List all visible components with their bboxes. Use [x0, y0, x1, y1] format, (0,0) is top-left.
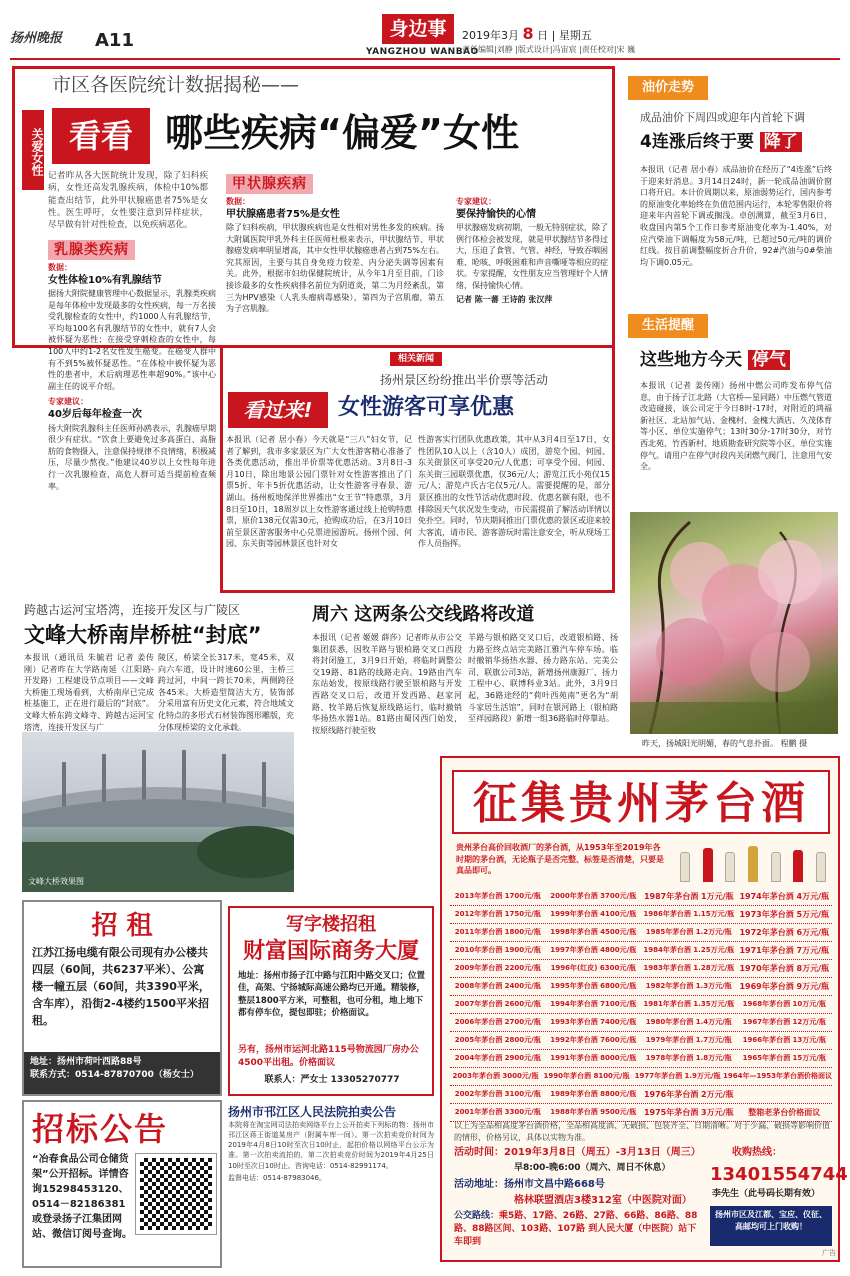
gas-price-kicker: 成品油价下周四或迎年内首轮下调 — [640, 111, 805, 124]
feature-lead: 记者昨从各大医院统计发现，除了妇科疾病，女性还高发乳腺疾病，体检中10%都能查出结节，此外甲状腺癌患者75%是女性。医生呼吁，女性要注意到异样症状，尽早做有针对性检查，以免疾病恶化。 — [48, 171, 208, 231]
price-cell: 2008年茅台酒 2400元/瓶 — [454, 982, 541, 990]
editor-credits: 责任编辑|刘静 |版式设计|冯宙宸 |责任校对|宋 巍 — [462, 45, 636, 54]
price-cell: 1976年茅台酒 2万元/瓶 — [643, 1090, 734, 1099]
spring-photo-caption: 昨天，扬城阳光明媚，春的气息扑面。 程鹏 摄 — [642, 739, 808, 748]
maotai-service: 扬州市区及江都、宝应、仪征、高邮均可上门收购！ — [710, 1206, 832, 1246]
office-contact: 联系人：严女士 13305270777 — [264, 1075, 400, 1085]
price-cell: 2001年茅台酒 3300元/瓶 — [454, 1108, 541, 1116]
breast-disease-head: 乳腺类疾病 — [48, 240, 135, 260]
page-number: A11 — [95, 30, 134, 51]
tourism-red-title: 看过来! — [228, 392, 328, 428]
maotai-hotline-label: 收购热线： — [732, 1147, 782, 1158]
price-cell: 1992年茅台酒 7600元/瓶 — [550, 1036, 637, 1044]
price-cell: 1970年茅台酒 8万元/瓶 — [739, 964, 830, 973]
thyroid-expert-label: 专家建议： — [456, 197, 496, 206]
price-cell: 1980年茅台酒 1.4万元/瓶 — [645, 1018, 732, 1026]
price-row — [450, 1068, 832, 1086]
thyroid-byline: 记者 陈一蕃 王诗韵 张汉萍 — [456, 294, 553, 304]
maotai-note: 以上为全品相高度茅台酒价格，全品相高度酒、无破损、包装齐全、日期清晰。对于少漏、破损等影响价值的情形，价格另议，具体以实物为准。 — [454, 1121, 830, 1142]
auction-title: 扬州市邗江区人民法院拍卖公告 — [228, 1105, 397, 1119]
masthead-english: YANGZHOU WANBAO — [366, 47, 479, 57]
price-cell: 1997年茅台酒 4800元/瓶 — [550, 946, 637, 954]
price-cell: 1968年茅台酒 10万元/瓶 — [742, 1000, 826, 1008]
price-cell: 1983年茅台酒 1.28万元/瓶 — [643, 964, 735, 972]
breast-section — [48, 262, 216, 494]
price-cell: 整箱老茅台价格面议 — [748, 1108, 821, 1117]
qr-code[interactable] — [136, 1154, 216, 1234]
price-row — [450, 1014, 832, 1032]
price-cell: 1990年茅台酒 8100元/瓶 — [543, 1072, 630, 1080]
price-cell: 1991年茅台酒 8000元/瓶 — [550, 1054, 637, 1062]
maotai-bottles — [674, 842, 832, 882]
office-ad — [228, 906, 434, 1096]
price-cell: 1964年—1953年茅台酒价格面议 — [723, 1072, 833, 1080]
price-cell: 1994年茅台酒 7100元/瓶 — [550, 1000, 637, 1008]
price-row — [450, 960, 832, 978]
ad-tag: 广告 — [822, 1248, 836, 1257]
price-cell: 2007年茅台酒 2600元/瓶 — [454, 1000, 541, 1008]
price-cell: 1978年茅台酒 1.8万元/瓶 — [645, 1054, 732, 1062]
gas-price-body: 本报讯（记者 居小春）成品油价在经历了“4连涨”后终于迎来好消息。3月14日24时，新一轮成品油调价窗口将开启。本计价周期以来，原油弱势运行，国内参考的原油变化率始终在负值范围内运行，本轮零售限价将迎来年内首轮下调或搁浅。卓创测算，截至3月6日，收盘国内第5个工作日参考原油变化率为-1.40%，对应汽柴油下调幅度为58元/吨，已超过50元/吨的调价红线。按目前调整幅度折合升价，92#汽油与0#柴油均下调0.05元。 — [640, 165, 832, 267]
thyroid-section — [226, 196, 444, 317]
tourism-col-2: 性游客实行团队优惠政策，其中从3月4日至17日，女性团队10人以上（含10人）成团，游览个园、何园、东关街景区可享受20元/人优惠；可享受个园、何园、东关街三园联票优惠，仅36元/人；游览江氏小苑仅15元/人；游览卢氏古宅仅5元/人。需要提醒的是，部分景区推出的女性节活动优惠时段、优惠名额有限，也不排除因天气状况发生变动，市民需提前了解活动详情以免扑空。同时，节庆期间推出门票优惠的景区或迎来较大客流，请市民、游客游玩时需注意安全，听从现场工作人员指挥。 — [418, 435, 610, 549]
price-cell: 1982年茅台酒 1.3万元/瓶 — [645, 982, 732, 990]
price-row — [450, 1050, 832, 1068]
thyroid-expert-title: 要保持愉快的心情 — [456, 208, 536, 220]
life-reminder-label: 生活提醒 — [628, 314, 708, 338]
price-cell: 2000年茅台酒 3700元/瓶 — [550, 892, 637, 900]
bridge-col-1: 本报讯（通讯员 朱毓君 记者 姜传刚）记者昨在大学路南延（江阳路-开发路）工程建设节点项目——文峰大桥施工现场看到，大桥南岸已完成桩基施工，正在进行最后的“封底”。文峰大桥东跨文峰寺、跨越古运河宝塔湾，连接开发区与广 — [24, 653, 154, 732]
price-cell: 2012年茅台酒 1750元/瓶 — [454, 910, 541, 918]
bridge-art — [22, 732, 294, 892]
tender-body: “冶春食品公司仓储货架”公开招标。详情咨询15298453120、0514－82186381或登录扬子江集团网站、微信订阅号查询。 — [32, 1154, 132, 1240]
thyroid-data-label: 数据： — [226, 197, 250, 206]
breast-data-label: 数据： — [48, 263, 72, 272]
bus-col-1: 本报讯（记者 姬媛 薛莎）记者昨从市公交集团获悉，因牧羊路与银柏路交叉口西段将封闭施工，3月9日开始，将临时调整公交19路、81路的线路走向。19路由汽车东站始发，按原线路行驶至银柏路与开发西路交叉口后，改道开发西路、赵家河路、牧羊路后恢复原线路运行，临时撤销华扬热水器1站。81路由蜀冈西门始发，按原线路行驶至牧 — [312, 633, 462, 735]
price-cell: 1993年茅台酒 7400元/瓶 — [550, 1018, 637, 1026]
feature-tag: 关爱女性 — [22, 110, 44, 190]
maotai-phone: 13401554744 — [710, 1164, 848, 1185]
price-row — [450, 924, 832, 942]
tender-title: 招标公告 — [32, 1110, 169, 1148]
tourism-kicker: 扬州景区纷纷推出半价票等活动 — [380, 373, 549, 387]
breast-expert-title: 40岁后每年检查一次 — [48, 409, 142, 421]
price-cell: 1988年茅台酒 9500元/瓶 — [550, 1108, 637, 1116]
price-cell: 1965年茅台酒 15万元/瓶 — [742, 1054, 826, 1062]
price-cell: 1981年茅台酒 1.35万元/瓶 — [643, 1000, 735, 1008]
price-cell — [737, 1086, 833, 1103]
office-title-2: 财富国际商务大厦 — [242, 939, 419, 964]
rent-title: 招 租 — [91, 911, 153, 941]
maotai-time: 活动时间：2019年3月8日（周五）-3月13日（周三） — [454, 1147, 701, 1158]
office-body: 地址：扬州市扬子江中路与江阳中路交叉口；位置佳，高架、宁扬城际高速公路均已开通。精装修，整层1800平方米，可整租，也可分租，地上地下都有停车位，提包即驻；价格面议。 — [238, 971, 426, 1018]
price-cell: 1985年茅台酒 1.2万元/瓶 — [645, 928, 732, 936]
price-cell: 1971年茅台酒 7万元/瓶 — [739, 946, 830, 955]
price-cell: 1987年茅台酒 1万元/瓶 — [643, 892, 734, 901]
office-extra: 另有，扬州市运河北路115号物流园厂房办公4500平出租。价格面议 — [238, 1045, 419, 1069]
maotai-ad — [440, 756, 848, 1262]
price-row — [450, 996, 832, 1014]
maotai-intro: 贵州茅台高价回收酒厂的茅台酒，从1953年至2019年各时期的茅台酒，无论瓶子是否完整、标签是否清楚，只要是真品即可。 — [456, 843, 664, 876]
feature-kicker: 市区各医院统计数据揭秘—— — [52, 74, 300, 96]
spring-blossom-art — [630, 512, 838, 734]
breast-body: 据扬大附院健康管理中心数据显示，乳腺类疾病是每年体检中发现最多的女性疾病，每一万名接受乳腺检查的女性中，约1000人有乳腺结节，平均每100名有乳腺结节的女性中，就有7人会被怀疑为恶性；在接受穿刺检查的女性中，每100人中约1-2名女性发生癌变。在癌变人群中有不到5%被怀疑恶性。“在体检中被怀疑为恶性的患者中，术后病理恶性率超90%。”该中心副主任的说平介绍。 — [48, 289, 216, 391]
maotai-price-table — [450, 888, 832, 1122]
price-cell: 2005年茅台酒 2800元/瓶 — [454, 1036, 541, 1044]
feature-title: 哪些疾病“偏爱”女性 — [165, 111, 519, 155]
price-cell: 1969年茅台酒 9万元/瓶 — [739, 982, 830, 991]
thyroid-expert-body: 甲状腺癌发病初期，一般无特别症状，除了例行体检会被发现，就是甲状腺结节多得过大，压迫了食管、气管、神经，导致吞咽困难、呛咳、呼吸困难和声音嘶哑等相应的症状。专家提醒，女性朋友应当管理好个人情绪，保持愉快心情。 — [456, 223, 608, 291]
maotai-hours: 早8:00-晚6:00（周六、周日不休息） — [514, 1163, 671, 1173]
bus-title: 周六 这两条公交线路将改道 — [312, 604, 535, 625]
price-cell: 2003年茅台酒 3000元/瓶 — [452, 1072, 539, 1080]
maotai-address-2: 格林联盟酒店3楼312室（中医院对面） — [514, 1195, 692, 1206]
price-cell: 2002年茅台酒 3100元/瓶 — [454, 1090, 541, 1098]
price-cell: 2013年茅台酒 1700元/瓶 — [454, 892, 541, 900]
price-cell: 1995年茅台酒 6800元/瓶 — [550, 982, 637, 990]
price-cell: 1972年茅台酒 6万元/瓶 — [739, 928, 830, 937]
tourism-col-1: 本报讯（记者 居小春）今天就是“三八”妇女节，记者了解到，我市多家景区为广大女性游客精心准备了各类优惠活动，推出半价票等优惠活动。3月8日-3月10日，除出地景公园门票针对女性游客推出了门票5折、年卡5折优惠活动，让女性游客寻春景、游湖山。扬州板地保洋世界推出“女王节”特惠票，3月8日至10日，18周岁以上女性游客通过线上抢购特惠票，原价138元仅需30元，抢购成功后，在3月10日前至景区游客服务中心兑票进园游玩。扬州个园、何园、东关街等园林景区也针对女 — [226, 435, 412, 549]
price-cell: 1999年茅台酒 4100元/瓶 — [550, 910, 637, 918]
header-rule — [10, 58, 840, 60]
bridge-title: 文峰大桥南岸桥桩“封底” — [24, 623, 262, 647]
bridge-col-2: 陵区，桥梁全长317米，宽45米，双向六车道，设计时速60公里，主桥三跨过河，中间一跨长70米，两侧跨径各45米。大桥造型简洁大方，装饰部分采用富有历史文化元素，符合地域文化特点的多形式石材装饰图形雕版，充分体现桥梁的文化承载。 — [158, 653, 294, 732]
price-row — [450, 906, 832, 924]
price-cell: 1975年茅台酒 3万元/瓶 — [643, 1108, 734, 1117]
thyroid-expert — [456, 196, 608, 307]
section-masthead: 身边事 — [382, 14, 454, 44]
thyroid-data-title: 甲状腺癌患者75%是女性 — [226, 208, 340, 220]
price-cell: 1984年茅台酒 1.25万元/瓶 — [643, 946, 735, 954]
price-cell: 1973年茅台酒 5万元/瓶 — [739, 910, 830, 919]
bridge-photo-caption: 文峰大桥效果图 — [28, 877, 84, 887]
breast-expert-label: 专家建议： — [48, 397, 88, 407]
breast-expert-body: 扬大附院乳腺科主任医师孙鸥表示，乳腺癌早期很少有症状。“饮食上要避免过多高蛋白、高脂肪的食物摄入，注意保持规律不良情绪，积极减压，尽量少熬夜。”他建议40岁以上女性每年进行一次乳腺检查，高危人群可适当提前检查频率。 — [48, 423, 216, 491]
price-cell: 1998年茅台酒 4500元/瓶 — [550, 928, 637, 936]
bus-col-2: 羊路与银柏路交叉口后，改道银柏路、扬力路至终点站完美路江雅汽车停车场。临时撤销华扬热水器、扬力路东站、完美公司、联旗公司3站，新增扬州康源厂、扬力工程中心、联博科业3站。此外，3月9日起，36路途经的“荷叶西苑南”更名为“胡斗家居生活馆”，同时在银河路上（银柏路至祥园路段）新增一组36路临时停靠站。 — [468, 633, 618, 724]
maotai-bus: 公交路线：乘5路、17路、26路、27路、66路、86路、88路、88路区间、103路、107路 到人民大厦（中医院）站下车即到 — [454, 1211, 698, 1248]
price-cell: 2004年茅台酒 2900元/瓶 — [454, 1054, 541, 1062]
thyroid-disease-head: 甲状腺疾病 — [226, 174, 313, 194]
maotai-title: 征集贵州茅台酒 — [452, 770, 830, 834]
gas-price-title: 4连涨后终于要 降了 — [640, 130, 802, 155]
price-cell: 2011年茅台酒 1800元/瓶 — [454, 928, 541, 936]
price-cell: 2010年茅台酒 1900元/瓶 — [454, 946, 541, 954]
price-cell: 1996年(红皮) 6300元/瓶 — [550, 964, 636, 972]
rent-ad — [22, 900, 222, 1096]
price-row — [450, 1086, 832, 1104]
price-row — [450, 888, 832, 906]
price-cell: 1977年茅台酒 1.9万元/瓶 — [634, 1072, 721, 1080]
thyroid-body: 除了妇科疾病，甲状腺疾病也是女性相对男性多发的疾病。扬大附属医院甲乳外科主任医师杜根来表示，甲状腺结节、甲状腺癌发病率明显增高，其中女性甲状腺癌患者占到75%左右。究其原因，主要与其自身免疫力较差、内分泌失调等因素有关。此外，根据市妇幼保健院统计，从今年1月至目前，门诊接诊最多的女性疾病排名前位为阴道炎，第二为月经紊乱，第三为HPV感染（人乳头瘤病毒感染），第四为子宫肌瘤，第五为子宫肌腺。 — [226, 223, 444, 314]
price-cell: 2009年茅台酒 2200元/瓶 — [454, 964, 541, 972]
gas-price-label: 油价走势 — [628, 76, 708, 100]
bridge-rendering — [22, 732, 294, 892]
spring-photo — [630, 512, 838, 734]
issue-date: 2019年3月 8 日 | 星期五 — [462, 24, 592, 43]
price-cell: 1989年茅台酒 8800元/瓶 — [550, 1090, 637, 1098]
tender-ad — [22, 1100, 222, 1268]
price-cell: 1967年茅台酒 12万元/瓶 — [742, 1018, 826, 1026]
price-cell: 1979年茅台酒 1.7万元/瓶 — [645, 1036, 732, 1044]
price-row — [450, 942, 832, 960]
auction-body: 本院将在淘宝网司法拍卖网络平台上公开拍卖下列标的物：扬州市邗江区蒋王街道某房产（附属车库一间）。第一次拍卖竞价时间为2019年4月8日10时至次日10时止，起拍价格以网络平台公示为准。第一次拍卖流拍的，第二次拍卖竞价时间为2019年4月25日10时至次日10时止。咨询电话：0514-82991174。 监督电话：0514-87983046。 — [228, 1121, 434, 1182]
office-title-1: 写字楼招租 — [286, 914, 376, 935]
newspaper-logo: 扬州晚报 — [10, 31, 63, 46]
page-header — [0, 0, 850, 60]
price-row — [450, 978, 832, 996]
related-news-badge: 相关新闻 — [390, 352, 442, 366]
rent-contact: 地址：扬州市荷叶西路88号 联系方式：0514-87870700（杨女士） — [24, 1052, 220, 1094]
feature-title-red: 看看 — [52, 108, 150, 164]
tourism-title: 女性游客可享优惠 — [338, 395, 515, 420]
price-cell: 2006年茅台酒 2700元/瓶 — [454, 1018, 541, 1026]
bridge-kicker: 跨越古运河宝塔湾，连接开发区与广陵区 — [24, 603, 241, 617]
price-cell: 1974年茅台酒 4万元/瓶 — [739, 892, 830, 901]
price-row — [450, 1032, 832, 1050]
life-body: 本报讯（记者 姜传刚）扬州中燃公司昨发布停气信息，由于扬子江北路（大官桥—星同路）中压燃气管道改造碰接，该公司定于今日8时-17时，对附近的鸿福新社区、北站加气站、金槐村、金槐大酒店、久茂体育等小区、单位实施停气；13时30分-17时30分，对竹西北苑、竹西新村、地质勘查研究院等小区、单位实施停气。请用户在停气时段内关闭燃气阀门，注意用气安全。 — [640, 381, 832, 472]
rent-body: 江苏江扬电缆有限公司现有办公楼共四层（60间，共6237平米）、公寓楼一幢五层（60间，共3390平米，含车库），沿街2-4楼约1500平米招租。 — [32, 946, 210, 1028]
breast-data-title: 女性体检10%有乳腺结节 — [48, 274, 162, 286]
life-title: 这些地方今天 停气 — [640, 348, 790, 373]
maotai-contact: 李先生（此号码长期有效） — [712, 1189, 821, 1199]
price-cell: 1986年茅台酒 1.15万元/瓶 — [643, 910, 735, 918]
maotai-address: 活动地址：扬州市文昌中路668号 — [454, 1179, 605, 1190]
price-cell: 1966年茅台酒 13万元/瓶 — [742, 1036, 826, 1044]
